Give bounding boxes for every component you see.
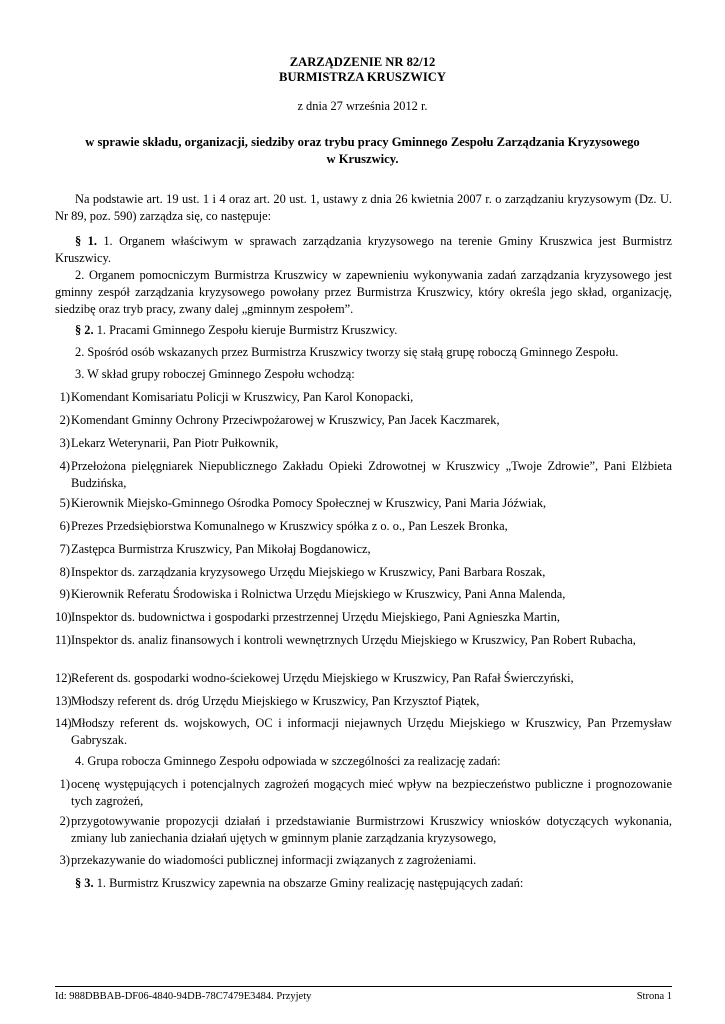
section-2-text-1: 1. Pracami Gminnego Zespołu kieruje Burmistrz Kruszwicy. [96,323,398,337]
list-text: Prezes Przedsiębiorstwa Komunalnego w Kruszwicy spółka z o. o., Pan Leszek Bronka, [71,519,508,533]
list-number: 3) [59,853,70,867]
list-text: Młodszy referent ds. wojskowych, OC i informacji niejawnych Urzędu Miejskiego w Kruszwicy, Pan Przemysław Gabryszak. [71,716,672,747]
footer-page-number: Strona 1 [636,991,672,1002]
section-3-paragraph-1 [55,875,672,892]
list-text: Kierownik Miejsko-Gminnego Ośrodka Pomocy Społecznej w Kruszwicy, Pani Maria Jóźwiak, [71,496,547,510]
list-text: przekazywanie do wiadomości publicznej informacji związanych z zagrożeniami. [71,853,477,867]
document-issuer: BURMISTRZA KRUSZWICY [279,70,446,84]
section-3-mark: § 3. [75,876,94,890]
list-number: 3) [59,436,70,450]
list-text: Kierownik Referatu Środowiska i Rolnictwa Urzędu Miejskiego w Kruszwicy, Pani Anna Malenda, [71,587,566,601]
section-1-text-1: 1. Organem właściwym w sprawach zarządzania kryzysowego na terenie Gminy Kruszwica jest Burmistrz Kruszwicy. [55,234,672,265]
preamble: Na podstawie art. 19 ust. 1 i 4 oraz art. 20 ust. 1, ustawy z dnia 26 kwietnia 2007 r. o zarządzaniu kryzysowym (Dz. U. Nr 89, poz. 590) zarządza się, co następuje: [55,192,672,223]
list-number: 1) [59,390,70,404]
section-2-paragraph-1 [55,322,672,339]
document-subject [55,134,670,168]
list-text: Lekarz Weterynarii, Pan Piotr Pułkownik, [71,436,279,450]
list-number: 11) [55,633,72,647]
list-number: 12) [55,671,72,685]
document-title: ZARZĄDZENIE NR 82/12 [289,55,436,69]
list-text: przygotowywanie propozycji działań i przedstawianie Burmistrzowi Kruszwicy wniosków dotyczących wykonania, zmiany lub zaniechania działań ujętych w gminnym planie zarządzania kryzysowego, [71,814,672,845]
list-number: 4) [59,459,70,473]
footer-document-id: Id: 988DBBAB-DF06-4840-94DB-78C7479E3484. Przyjety [55,991,312,1002]
list-number: 14) [55,716,72,730]
section-1-mark: § 1. [75,234,97,248]
footer-divider [55,986,672,987]
section-1-paragraph-1 [55,233,672,267]
section-2-paragraph-3: 3. W skład grupy roboczej Gminnego Zespołu wchodzą: [75,367,355,381]
section-3-text-1: 1. Burmistrz Kruszwicy zapewnia na obszarze Gminy realizację następujących zadań: [96,876,524,890]
list-text: Komendant Komisariatu Policji w Kruszwicy, Pan Karol Konopacki, [71,390,414,404]
section-2-paragraph-2: 2. Spośród osób wskazanych przez Burmistrza Kruszwicy tworzy się stałą grupę roboczą Gminnego Zespołu. [75,345,619,359]
list-number: 6) [59,519,70,533]
list-text: Inspektor ds. budownictwa i gospodarki przestrzennej Urzędu Miejskiego, Pani Agnieszka Martin, [71,610,560,624]
section-2-paragraph-4: 4. Grupa robocza Gminnego Zespołu odpowiada w szczególności za realizację zadań: [75,754,501,768]
section-2-mark: § 2. [75,323,94,337]
list-number: 2) [59,413,70,427]
subject-line-2: w Kruszwicy. [326,152,399,166]
list-text: Przełożona pielęgniarek Niepublicznego Zakładu Opieki Zdrowotnej w Kruszwicy „Twoje Zdrowie”, Pani Elżbieta Budzińska, [71,459,672,490]
list-text: Inspektor ds. zarządzania kryzysowego Urzędu Miejskiego w Kruszwicy, Pani Barbara Roszak, [71,565,546,579]
list-text: ocenę występujących i potencjalnych zagrożeń mogących mieć wpływ na bezpieczeństwo publiczne i prognozowanie tych zagrożeń, [71,777,672,808]
list-number: 5) [59,496,70,510]
list-text: Zastępca Burmistrza Kruszwicy, Pan Mikołaj Bogdanowicz, [71,542,371,556]
list-text: Inspektor ds. analiz finansowych i kontroli wewnętrznych Urzędu Miejskiego w Kruszwicy, Pan Robert Rubacha, [71,633,636,647]
list-text: Referent ds. gospodarki wodno-ściekowej Urzędu Miejskiego w Kruszwicy, Pan Rafał Świerczyński, [71,671,574,685]
list-number: 1) [59,777,70,791]
list-number: 9) [59,587,70,601]
section-1-paragraph-2: 2. Organem pomocniczym Burmistrza Kruszwicy w zapewnieniu wykonywania zadań zarządzania kryzysowego jest gminny zespół zarządzania kryzysowego powołany przez Burmistrza Kruszwicy, który określa jego skład, organizację, siedzibę oraz tryb pracy, zwany dalej „gminnym zespołem”. [55,268,672,316]
list-number: 10) [55,610,72,624]
list-text: Młodszy referent ds. dróg Urzędu Miejskiego w Kruszwicy, Pan Krzysztof Piątek, [71,694,480,708]
list-number: 7) [59,542,70,556]
list-number: 13) [55,694,72,708]
document-date: z dnia 27 września 2012 r. [297,99,428,113]
list-number: 2) [59,814,70,828]
subject-line-1: w sprawie składu, organizacji, siedziby oraz trybu pracy Gminnego Zespołu Zarządzania Kryzysowego [85,135,640,149]
list-text: Komendant Gminny Ochrony Przeciwpożarowej w Kruszwicy, Pan Jacek Kaczmarek, [71,413,500,427]
list-number: 8) [59,565,70,579]
